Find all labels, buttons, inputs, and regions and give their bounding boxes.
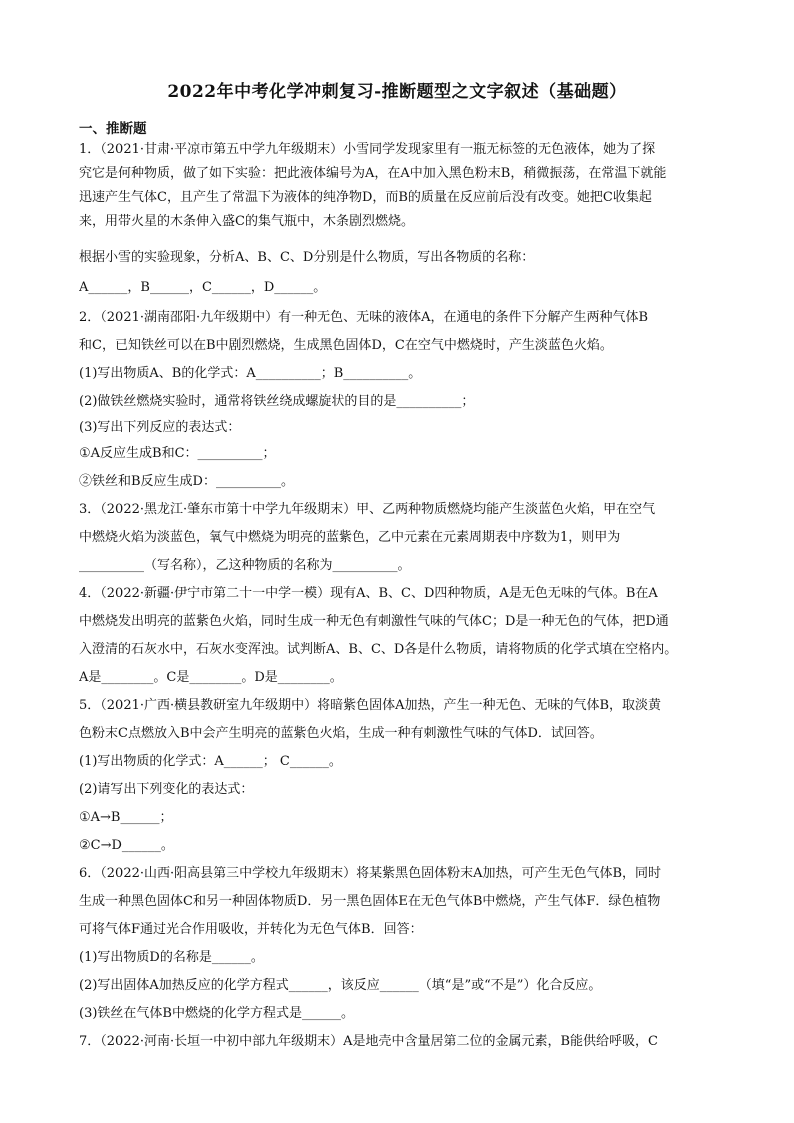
text-line: (1)写出物质的化学式：A______； C______。 [79, 754, 342, 769]
text-line: A是________。C是________。D是________。 [79, 670, 343, 685]
text-line: 7．（2022·河南·长垣一中初中部九年级期末）A是地壳中含量居第二位的金属元素，B能供给呼吸，C [79, 1034, 659, 1049]
text-line: 中燃烧火焰为淡蓝色，氧气中燃烧为明亮的蓝紫色，乙中元素在元素周期表中序数为1，则甲为 [79, 530, 621, 545]
text-line: 和C，已知铁丝可以在B中剧烈燃烧，生成黑色固体D，C在空气中燃烧时，产生淡蓝色火焰。 [79, 338, 613, 353]
text-line: (2)写出固体A加热反应的化学方程式______，该反应______（填“是”或“不是”）化合反应。 [79, 978, 602, 993]
text-line: 5．（2021·广西·横县教研室九年级期中）将暗紫色固体A加热，产生一种无色、无味的气体B，取淡黄 [79, 698, 662, 713]
text-line: (3)写出下列反应的表达式： [79, 420, 241, 435]
text-line: 究它是何种物质，做了如下实验：把此液体编号为A，在A中加入黑色粉末B，稍微振荡，在常温下就能 [79, 166, 667, 181]
text-line: 3．（2022·黑龙江·肇东市第十中学九年级期末）甲、乙两种物质燃烧均能产生淡蓝色火焰，甲在空气 [79, 502, 656, 517]
page-title: 2022年中考化学冲刺复习-推断题型之文字叙述（基础题） [167, 82, 627, 102]
text-line: (3)铁丝在气体B中燃烧的化学方程式是______。 [79, 1006, 354, 1021]
text-line: 6．（2022·山西·阳高县第三中学校九年级期末）将某紫黑色固体粉末A加热，可产生无色气体B，同时 [79, 866, 662, 881]
text-line: 中燃烧发出明亮的蓝紫色火焰，同时生成一种无色有刺激性气味的气体C；D是一种无色的气体，把D通 [79, 614, 669, 629]
text-line: 根据小雪的实验现象，分析A、B、C、D分别是什么物质，写出各物质的名称： [79, 250, 535, 265]
text-line: ①A→B______； [79, 810, 173, 825]
text-line: 2．（2021·湖南邵阳·九年级期中）有一种无色、无味的液体A，在通电的条件下分解产生两种气体B [79, 310, 649, 325]
text-line: (1)写出物质D的名称是______。 [79, 950, 264, 965]
text-line: 色粉末C点燃放入B中会产生明亮的蓝紫色火焰，生成一种有刺激性气味的气体D．试回答。 [79, 726, 603, 741]
section-heading: 一、推断题 [79, 121, 147, 137]
text-line: 1．（2021·甘肃·平凉市第五中学九年级期末）小雪同学发现家里有一瓶无标签的无色液体，她为了探 [79, 142, 656, 157]
text-line: (2)请写出下列变化的表达式： [79, 782, 254, 797]
text-line: ①A反应生成B和C：__________； [79, 446, 276, 461]
text-line: 入澄清的石灰水中，石灰水变浑浊。试判断A、B、C、D各是什么物质，请将物质的化学式填在空格内。 [79, 642, 678, 657]
text-line: 生成一种黑色固体C和另一种固体物质D．另一黑色固体E在无色气体B中燃烧，产生气体F．绿色植物 [79, 894, 661, 909]
text-line: __________（写名称），乙这种物质的名称为__________。 [79, 558, 411, 573]
text-line: ②C→D______。 [79, 838, 174, 853]
text-line: 4．（2022·新疆·伊宁市第二十一中学一模）现有A、B、C、D四种物质，A是无色无味的气体。B在A [79, 586, 658, 601]
text-line: (1)写出物质A、B的化学式：A__________；B__________。 [79, 366, 422, 381]
text-line: 可将气体F通过光合作用吸收，并转化为无色气体B．回答： [79, 922, 423, 937]
text-line: 迅速产生气体C，且产生了常温下为液体的纯净物D，而B的质量在反应前后没有改变。她把C收集起 [79, 190, 652, 205]
text-line: ②铁丝和B反应生成D：__________。 [79, 474, 294, 489]
text-line: A______，B______，C______，D______。 [79, 280, 327, 295]
text-line: 来，用带火星的木条伸入盛C的集气瓶中，木条剧烈燃烧。 [79, 214, 414, 229]
text-line: (2)做铁丝燃烧实验时，通常将铁丝绕成螺旋状的目的是__________； [79, 394, 475, 409]
